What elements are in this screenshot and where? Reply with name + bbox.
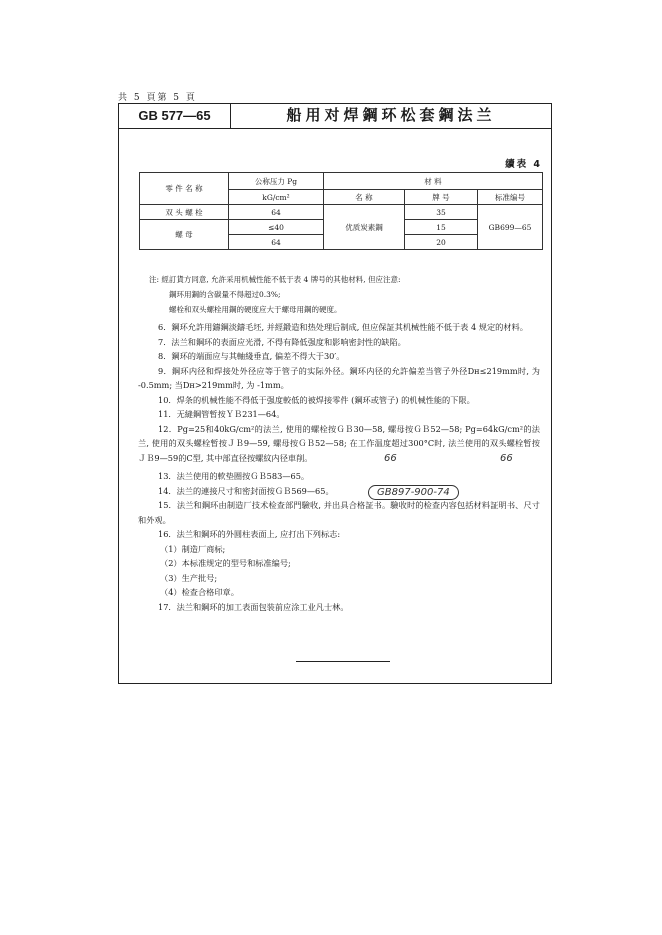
list-item: （3）生产批号;	[160, 572, 218, 583]
page-number: 共 5 頁第 5 頁	[118, 93, 197, 103]
handwritten-note-b: 66	[500, 453, 513, 464]
clause-6: 6．鋼环允許用鑄鋼淡鑄毛坯, 并經鍛造和热处理后制成, 但应保証其机械性能不低于表 4 规定的材料。	[158, 322, 528, 332]
th-unit: kG/cm²	[229, 190, 324, 205]
note-line: 螺栓和双头螺栓用鋼的硬度应大于螺母用鋼的硬度。	[169, 305, 342, 314]
cell-material-name: 优质炭素鋼	[324, 205, 405, 250]
handwritten-note-c: GB897-900-74	[368, 485, 459, 500]
cell-grade-1: 35	[405, 205, 478, 220]
list-item: （4）检查合格印章。	[160, 587, 239, 597]
note-line: 鋼环用鋼的含碳量不得超过0.3%;	[169, 290, 281, 299]
body-text	[138, 320, 540, 614]
clause-12: 12．Pg=25和40kG/cm²的法兰, 使用的螺栓按ＧＢ30—58, 螺母按ＧＢ52—58; Pg=64kG/cm²的法兰, 使用的双头螺栓暂按ＪＢ9—59, 螺母按ＧＢ52—58; 在工作温度超过300°C时, 法兰使用的双头螺栓暂按ＪＢ9—59的C型, 其中部直径按螺紋内径車削。	[138, 423, 540, 463]
cell-bolt-pressure: 64	[229, 205, 324, 220]
clause-8: 8．鋼环的端面应与其軸綫垂直, 偏差不得大于30′。	[158, 351, 345, 361]
table-caption: 續表 4	[505, 159, 542, 170]
material-table	[139, 172, 543, 250]
end-rule	[296, 661, 390, 662]
cell-nut-name: 螺 母	[140, 220, 229, 250]
clause-9: 9．鋼环内径和焊接处外径应等于管子的实际外径。鋼环内径的允許偏差当管子外径Dн≤219mm时, 为 -0.5mm; 当Dн>219mm时, 为 -1mm。	[138, 365, 540, 390]
clause-7: 7．法兰和鋼环的表面应光滑, 不得有降低强度和影响密封性的缺陷。	[158, 336, 406, 347]
clause-10: 10．焊条的机械性能不得低于强度較低的被焊接零件 (鋼环或管子) 的机械性能的下限。	[158, 394, 475, 405]
clause-17: 17．法兰和鋼环的加工表面包装前应涂工业凡士林。	[158, 601, 349, 612]
cell-grade-2: 15	[405, 220, 478, 235]
clause-14: 14．法兰的連接尺寸和密封面按ＧＢ569—65。	[158, 485, 334, 496]
cell-grade-3: 20	[405, 235, 478, 250]
th-material: 材 料	[324, 173, 543, 190]
th-grade: 牌 号	[405, 190, 478, 205]
table-note	[149, 272, 401, 317]
clause-16: 16．法兰和鋼环的外圆柱表面上, 应打出下列标志:	[158, 529, 341, 539]
th-part-name: 零 件 名 称	[140, 173, 229, 205]
clause-15: 15．法兰和鋼环由制造厂技术检查部門驗收, 并出具合格証书。驗收时的检查内容包括材料証明书、尺寸和外观。	[138, 500, 540, 525]
list-item: （2）本标准规定的型号和标准编号;	[160, 558, 291, 568]
standard-header	[118, 103, 552, 129]
clause-13: 13．法兰使用的軟垫圈按ＧＢ583—65。	[158, 471, 310, 481]
cell-bolt-name: 双 头 螺 栓	[140, 205, 229, 220]
cell-standard: GB699—65	[478, 205, 543, 250]
standard-code: GB 577—65	[119, 104, 231, 128]
cell-nut-pressure-1: ≤40	[229, 220, 324, 235]
list-item: （1）制造厂商标;	[160, 543, 226, 554]
th-standard: 标准编号	[478, 190, 543, 205]
note-line: 注: 經訂貨方同意, 允許采用机械性能不低于表 4 牌号的其他材料, 但应注意:	[149, 275, 401, 284]
standard-title: 船用对焊鋼环松套鋼法兰	[286, 106, 496, 124]
th-pressure: 公称压力 Pg	[229, 173, 324, 190]
handwritten-note-a: 66	[384, 453, 397, 464]
clause-11: 11．无縫鋼管暂按ＹＢ231—64。	[158, 409, 285, 419]
cell-nut-pressure-2: 64	[229, 235, 324, 250]
th-material-name: 名 称	[324, 190, 405, 205]
